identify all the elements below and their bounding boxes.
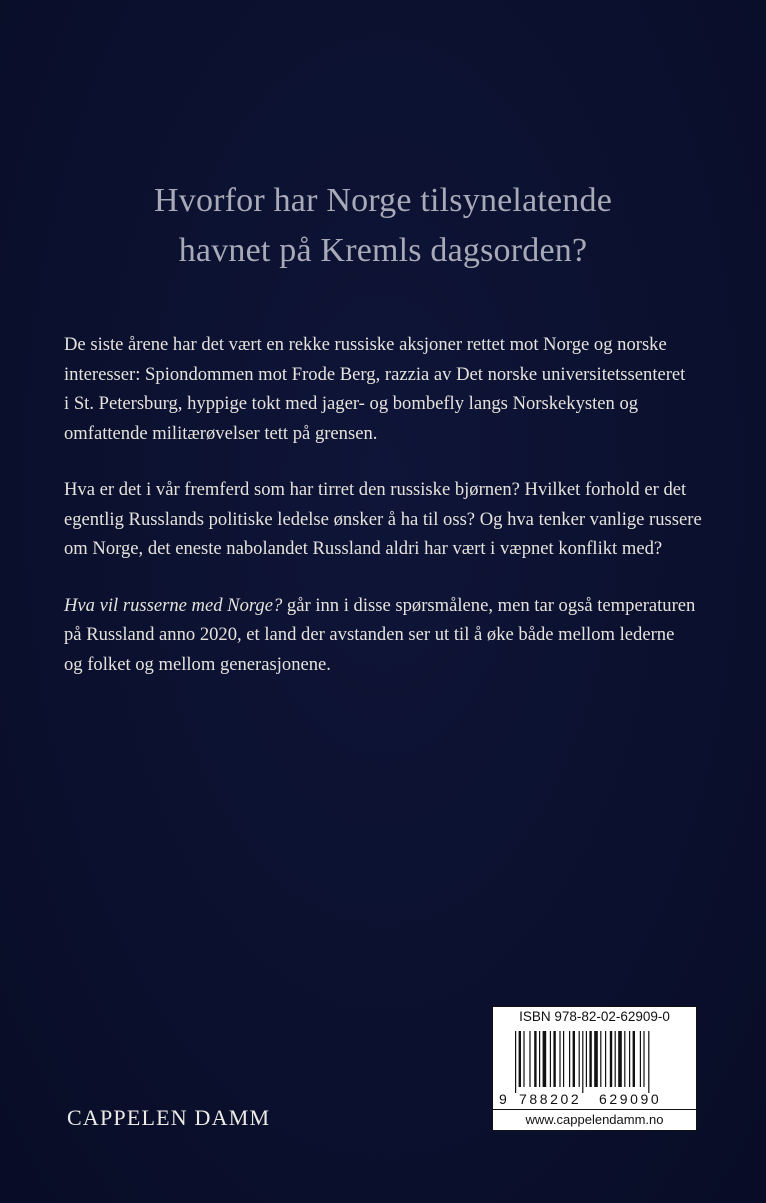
paragraph-3: [64, 591, 704, 680]
text-line: om Norge, det eneste nabolandet Russland aldri har vært i væpnet konflikt med?: [64, 538, 663, 559]
headline-line: havnet på Kremls dagsorden?: [178, 232, 588, 269]
text-fragment: går inn i disse spørsmålene, men tar også temperaturen: [282, 594, 696, 616]
barcode-bar: [515, 1031, 516, 1093]
publisher-url: www.cappelendamm.no: [493, 1109, 696, 1130]
barcode-bar: [529, 1031, 530, 1087]
barcode-bar: [629, 1031, 630, 1087]
paragraph-1: [64, 330, 704, 448]
book-title-italic: Hva vil russerne med Norge?: [64, 594, 283, 616]
barcode-digit-group: 629090: [599, 1091, 662, 1107]
barcode-bar: [594, 1031, 598, 1087]
text-line: De siste årene har det vært en rekke russiske aksjoner rettet mot Norge og norske: [64, 334, 667, 355]
barcode-digit-group: 788202: [519, 1091, 582, 1107]
headline: [0, 176, 766, 276]
barcode-bar: [582, 1031, 583, 1093]
barcode-bar: [624, 1031, 625, 1087]
barcode-bar: [633, 1031, 635, 1087]
blurb: [64, 330, 704, 706]
barcode-bar: [523, 1031, 524, 1087]
text-line: interesser: Spiondommen mot Frode Berg, razzia av Det norske universitetssenteret: [64, 363, 686, 385]
barcode-bar: [615, 1031, 616, 1087]
text-line: egentlig Russlands politiske ledelse ønsker å ha til oss? Og hva tenker vanlige russere: [64, 508, 702, 530]
barcode-bar: [589, 1031, 591, 1087]
barcode-bar: [579, 1031, 580, 1087]
text-line: og folket og mellom generasjonene.: [64, 653, 331, 675]
publisher-logo: CAPPELEN DAMM: [67, 1105, 271, 1130]
barcode-bar: [586, 1031, 587, 1087]
paragraph-2: [64, 475, 704, 564]
barcode-bar: [643, 1031, 644, 1087]
barcode-bar: [539, 1031, 540, 1087]
barcode-bar: [600, 1031, 601, 1087]
barcode-bar: [553, 1031, 555, 1087]
barcode-bar: [605, 1031, 606, 1087]
barcode-bar: [640, 1031, 641, 1087]
barcode-bars: [501, 1031, 687, 1093]
isbn-label: ISBN 978-82-02-62909-0: [519, 1009, 670, 1024]
text-line: [64, 591, 704, 621]
text-line: omfattende militærøvelser tett på grensen.: [64, 422, 378, 444]
barcode-bar: [573, 1031, 575, 1087]
barcode-bar: [618, 1031, 622, 1087]
barcode-bar: [519, 1031, 521, 1087]
barcode-bar: [648, 1031, 649, 1093]
text-line: i St. Petersburg, hyppige tokt med jager- og bombefly langs Norskekysten og: [64, 393, 639, 414]
barcode-panel: [492, 1006, 697, 1131]
barcode-bar: [569, 1031, 570, 1087]
barcode-bar: [563, 1031, 564, 1087]
text-line: på Russland anno 2020, et land der avstanden ser ut til å øke både mellom lederne: [64, 624, 675, 645]
headline-line: Hvorfor har Norge tilsynelatende: [153, 182, 612, 219]
barcode-first-digit: 9: [499, 1091, 507, 1107]
barcode-bar: [543, 1031, 547, 1087]
barcode-bar: [610, 1031, 612, 1087]
barcode-bar: [559, 1031, 560, 1087]
barcode-bar: [534, 1031, 536, 1087]
barcode-bar: [550, 1031, 551, 1087]
text-line: Hva er det i vår fremferd som har tirret den russiske bjørnen? Hvilket forhold er det: [64, 479, 687, 500]
